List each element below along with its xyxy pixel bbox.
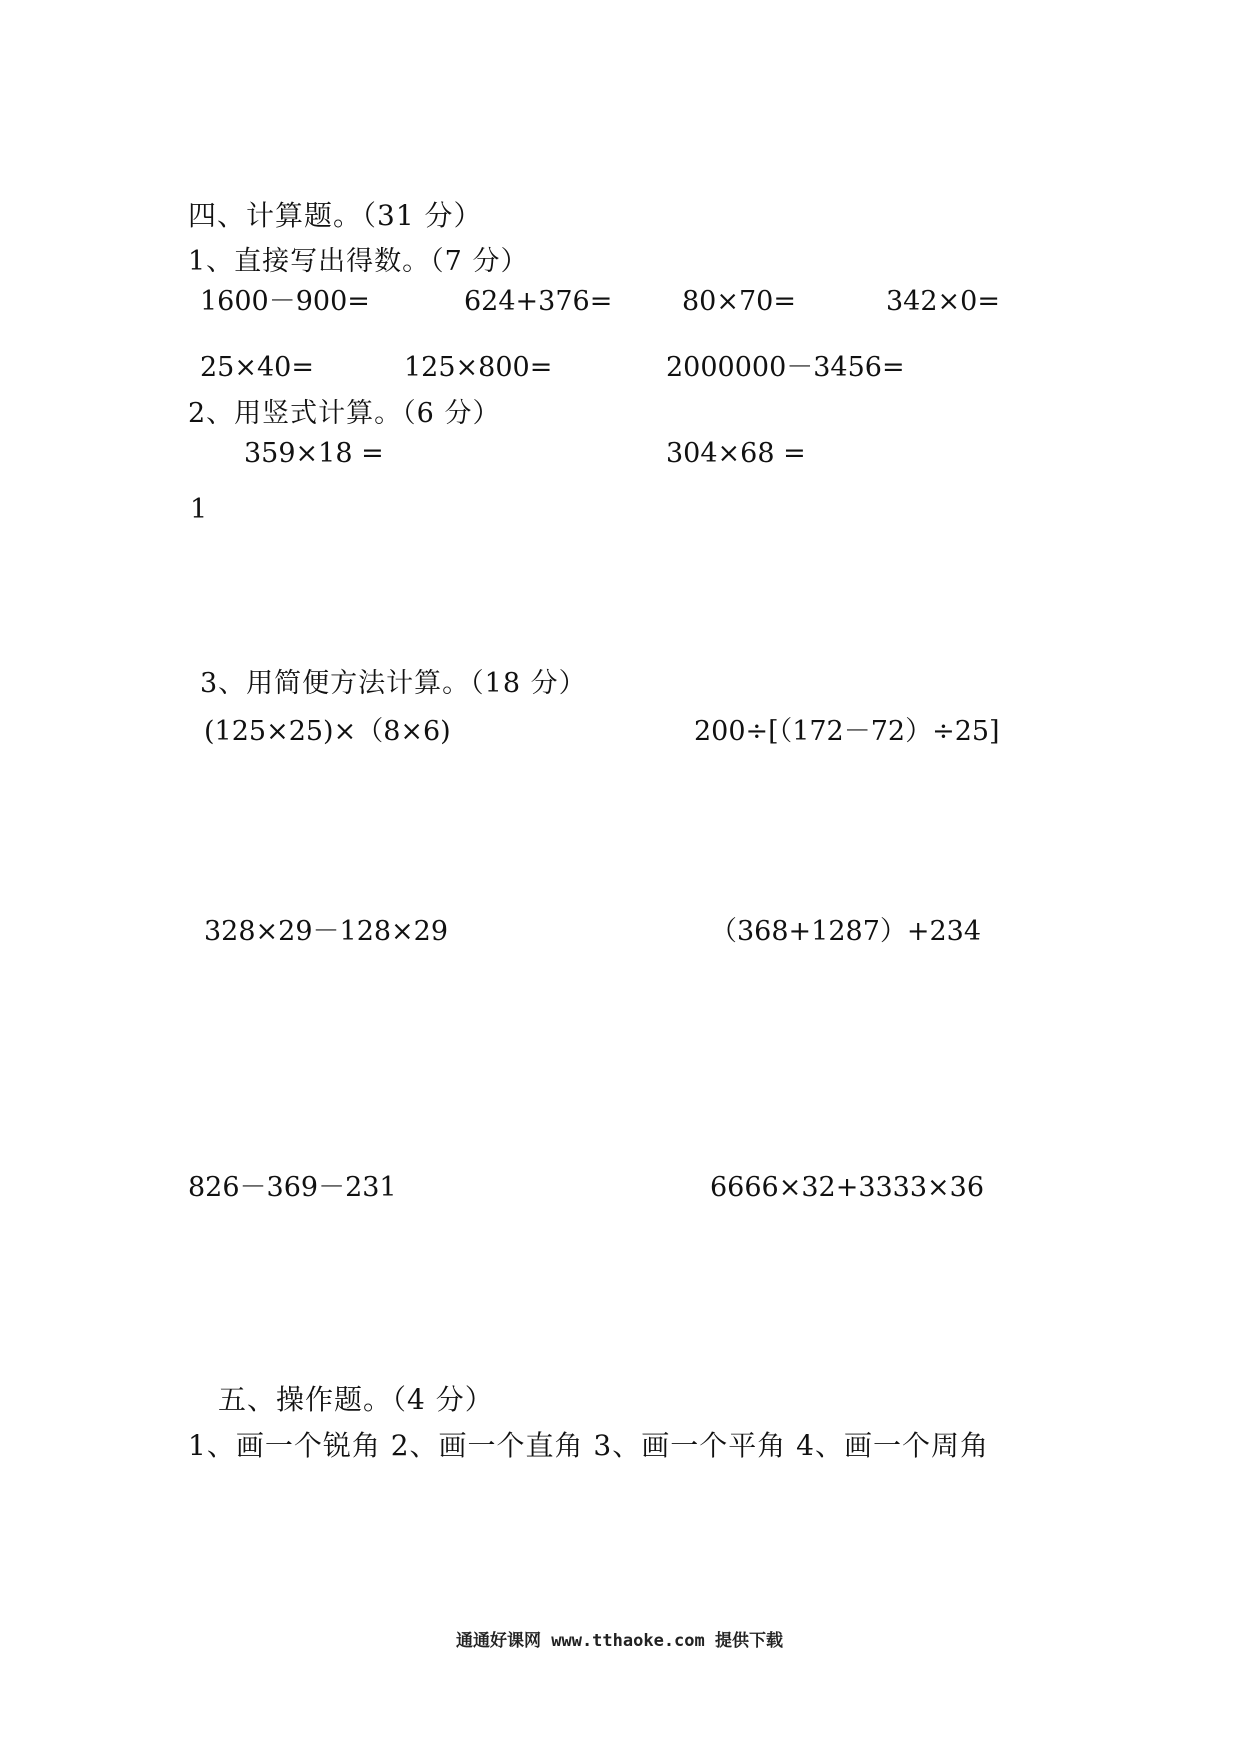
q2-title: 2、用竖式计算。（6 分） <box>188 398 501 429</box>
q3-expr-2: 200÷[（172－72）÷25] <box>694 716 1000 747</box>
q3-expr-1: (125×25)×（8×6) <box>204 716 451 747</box>
q1-expr-5: 25×40= <box>200 352 314 383</box>
q3-expr-3: 328×29－128×29 <box>204 916 449 947</box>
section5-tasks: 1、画一个锐角 2、画一个直角 3、画一个平角 4、画一个周角 <box>188 1429 989 1462</box>
q1-expr-7: 2000000－3456= <box>666 352 905 383</box>
q2-expr-1: 359×18 = <box>244 438 384 469</box>
q3-expr-5: 826－369－231 <box>188 1172 397 1203</box>
q1-expr-3: 80×70= <box>682 286 796 317</box>
q1-expr-6: 125×800= <box>404 352 553 383</box>
q1-expr-1: 1600－900= <box>200 286 370 317</box>
q1-title: 1、直接写出得数。（7 分） <box>188 246 529 277</box>
q2-stray-mark: 1 <box>190 494 208 525</box>
q2-expr-2: 304×68 = <box>666 438 806 469</box>
q3-title: 3、用简便方法计算。（18 分） <box>200 668 587 699</box>
q1-expr-4: 342×0= <box>886 286 1000 317</box>
section5-title: 五、操作题。（4 分） <box>218 1383 494 1416</box>
q3-expr-4: （368+1287）+234 <box>710 916 982 947</box>
q1-expr-2: 624+376= <box>464 286 613 317</box>
footer-credit: 通通好课网 www.tthaoke.com 提供下载 <box>456 1631 783 1651</box>
q3-expr-6: 6666×32+3333×36 <box>710 1172 985 1203</box>
section4-title: 四、计算题。（31 分） <box>188 199 483 232</box>
